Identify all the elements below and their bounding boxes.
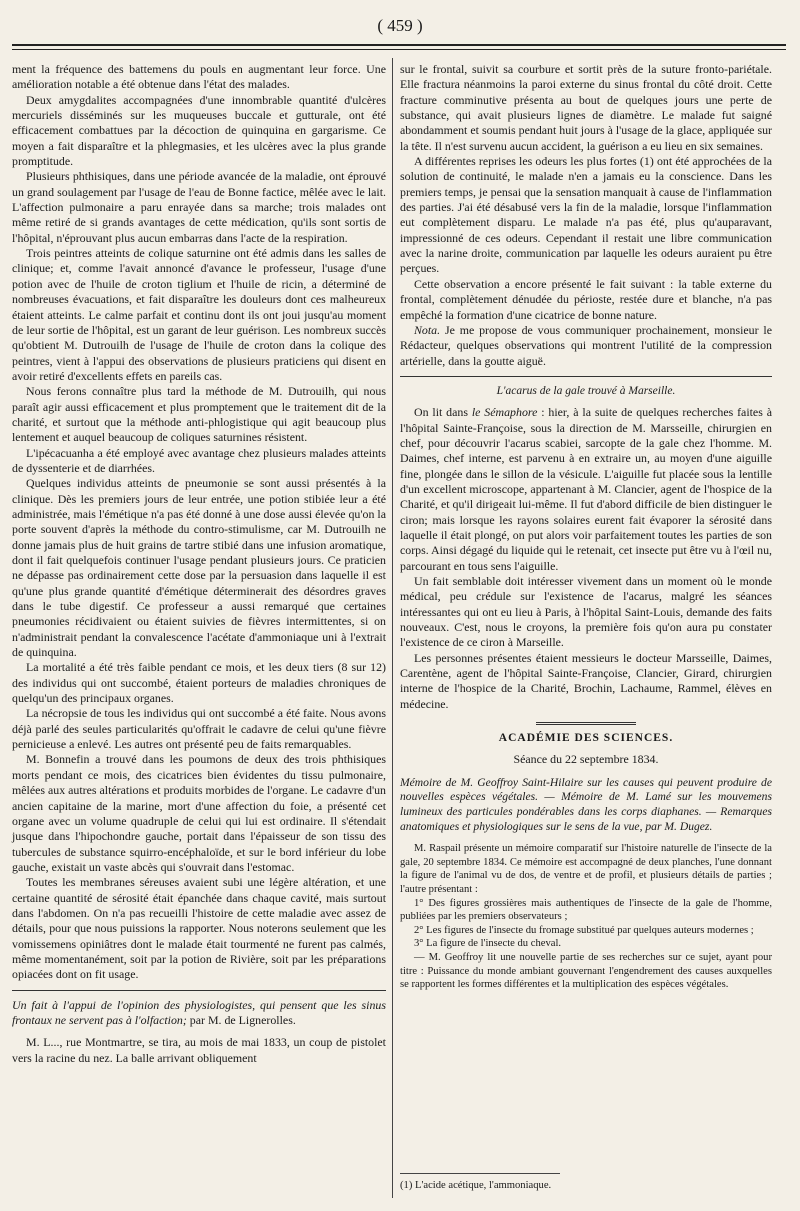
small-print: [400, 842, 772, 992]
right-column: [400, 62, 772, 992]
paragraph: ment la fréquence des battemens du pouls en augmentant leur force. Une amélioration notable a été obtenue dans l'état des malades.: [12, 62, 386, 92]
paragraph: La nécropsie de tous les individus qui ont succombé a été faite. Nous avons déjà parlé des seules particularités qu'offrait le cadavre de celui qu'une fièvre pernicieuse a enlevé. Les autres ont présenté peu de faits remarquables.: [12, 706, 386, 752]
paragraph: Deux amygdalites accompagnées d'une innombrable quantité d'ulcères mercuriels disséminés sur les muqueuses buccale et gutturale, ont été efficacement combattues par la décoction de quinquina en gargarisme. Ce moyen a fait disparaître et la phlegmasies, et les ulcères avec la plus grande promptitude.: [12, 92, 386, 169]
section-rule: [400, 376, 772, 377]
nota-label: Nota.: [414, 322, 441, 337]
memoire-list: Mémoire de M. Geoffroy Saint-Hilaire sur les causes qui peuvent produire de nouvelles espèces végétales. — Mémoire de M. Lamé sur les mouvemens lumineux des particules pondérables dans les corps diaphanes. — Remarques anatomiques et physiologiques sur le sens de la vue, par M. Dugez.: [400, 775, 772, 833]
list-item: 2° Les figures de l'insecte du fromage substitué par quelques auteurs modernes ;: [414, 924, 754, 936]
paragraph: Plusieurs phthisiques, dans une période avancée de la maladie, ont éprouvé un grand soulagement par l'usage de l'eau de Bonne factice, mêlée avec le lait. L'affection pulmonaire a paru enrayée dans sa marche; trois malades ont même retiré de si grands avantages de cette médication, qu'ils sont sortis de l'hôpital, n'éprouvant plus aucun embarras dans l'acte de la respiration.: [12, 169, 386, 245]
left-column: [12, 62, 386, 1066]
paragraph: Trois peintres atteints de colique saturnine ont été admis dans les salles de clinique; et, comme l'avait annoncé d'avance le professeur, l'usage d'une potion avec de l'huile de croton tiglium et l'huile de ricin, a déterminé de nombreuses évacuations, et fait disparaître les douleurs dont ces malheureux étaient atteints. Le calme parfait et continu dont ils ont joui jusqu'au moment de leur sortie de l'hôpital, est un garant de leur guérison. Les nombreux succès qu'obtient M. Dutrouilh de l'usage de l'huile de croton dans la colique des peintres, vient à l'appui des observations de plusieurs praticiens qui disent en avoir retiré d'excellents effets en pareils cas.: [12, 246, 386, 383]
header-rule-thin: [12, 49, 786, 50]
paragraph: [400, 405, 772, 574]
text: On lit dans: [414, 405, 472, 420]
paragraph: Cette observation a encore présenté le fait suivant : la table externe du frontal, complètement dénudée du périoste, restée dure et blanche, n'a pas empêché la formation d'une cicatrice de bonne nature.: [400, 276, 772, 322]
paragraph: A différentes reprises les odeurs les plus fortes (1) ont été approchées de la solution de continuité, le malade n'en a jamais eu la conscience. Dans les premiers temps, je pensai que la sensation manquait à cause de l'inflammation des parties. J'ai été désabusé vers la fin de la maladie, lorsque l'inflammation eut complètement disparu. Le malade n'a pas été, plus qu'auparavant, impressionné de ces odeurs. Cependant il restait une libre communication avec la narine droite, communication par laquelle les odeurs auraient pu être perçues.: [400, 154, 772, 276]
journal-name: le Sémaphore: [471, 405, 538, 420]
paragraph: — M. Geoffroy lit une nouvelle partie de ses recherches sur ce sujet, ayant pour titre : Puissance du monde ambiant gouvernant l'engendrement des causes auxquelles se rapportent les formes différentes et la multiplication des espèces végétales.: [400, 951, 772, 991]
page-number: ( 459 ): [377, 16, 423, 35]
footnote-rule: [400, 1173, 560, 1174]
paragraph: Un fait semblable doit intéresser vivement dans un moment où le monde médical, peu crédule sur l'existence de l'acarus, malgré les séances intéressantes qui ont eu lieu à Paris, à l'hôpital Saint-Louis, demande des faits nouveaux. C'est, nous le croyons, la première fois qu'on aura pu constater l'existence de ce ciron à Marseille.: [400, 574, 772, 650]
article-title: [12, 998, 386, 1029]
paragraph: Quelques individus atteints de pneumonie se sont aussi présentés à la clinique. Dès les premiers jours de leur entrée, une potion stibiée leur a été administrée, mais l'émétique n'a pas été donné à une dose aussi élevée qu'on la porte souvent d'après la méthode du contro-stimulisme, car M. Dutrouilh ne donne jamais plus de huit grains de tartre stibié dans une infusion aromatique, dont il fait quelquefois continuer l'usage pendant plusieurs jours. Ce praticien ne dépasse pas ordinairement cette dose par la persuasion dans laquelle il est qu'une plus grande quantité d'émétique déterminerait des désordres graves dans le tube digestif. Ce professeur a aussi remarqué que certaines pneumonies récidivaient ou étaient suivies de fièvres intermittentes, si on n'administrait pendant la convalescence l'acétate d'ammoniaque uni à l'extrait de quinquina.: [12, 476, 386, 660]
nota-paragraph: [400, 323, 772, 369]
paragraph: Nous ferons connaître plus tard la méthode de M. Dutrouilh, qui nous paraît agir aussi efficacement et plus promptement que le traitement dit de la charité, et surtout que la méthode anti-phlogistique qui agit beaucoup plus lentement et auquel beaucoup de coliques saturnines résistent.: [12, 384, 386, 445]
text: : hier, à la suite de quelques recherches faites à l'hôpital Sainte-Françoise, sous la direction de M. Marsseille, chirurgien en chef, pour découvrir l'acarus scabiei, sarcopte de la gale chez l'homme. M. Daimes, chef interne, est parvenu à en extraire un, au moyen d'une aiguille fine, plongée dans le sillon de la vésicule. L'aiguille fut placée sous la lentille d'un excellent microscope, appartenant à M. Clancier, agent de l'hospice de la Charité, et qu'il dirigeait lui-même. Il fut d'abord difficile de bien distinguer le ciron; mais lorsque les rayons solaires eurent fait évaporer la sérosité dans laquelle il était plongé, on put alors voir parfaitement toutes les parties de son corps. Ainsi dégagé du liquide qui le retenait, cet insecte put être vu à l'œil nu, parcourant en tous sens l'aiguille.: [400, 405, 772, 573]
list-item: 3° La figure de l'insecte du cheval.: [414, 938, 562, 950]
paragraph: M. Bonnefin a trouvé dans les poumons de deux des trois phthisiques morts pendant ce mois, des cicatrices bien évidentes du tissu pulmonaire, mêlées aux autres altérations et produits morbides de l'organe. Le cadavre d'un ancien capitaine de la marine, mort d'une affection du foie, a présenté cet organe avec un volume quadruple de celui qui lui est ordinaire. Il s'étendait jusque dans l'hipochondre gauche, portait dans l'épaisseur de son tissu des tubercules de substance squirro-encéphaloïde, et sur le bord inférieur du lobe gauche, existait un vaste abcès qui s'ouvrait dans l'estomac.: [12, 752, 386, 874]
section-rule: [12, 990, 386, 991]
article-author: par M. de Lignerolles.: [186, 1012, 296, 1027]
nota-text: Je me propose de vous communiquer prochainement, monsieur le Rédacteur, quelques observations qui montrent l'utilité de la compression artérielle, dans la goutte aiguë.: [400, 322, 772, 368]
paragraph: L'ipécacuanha a été employé avec avantage chez plusieurs malades atteints de dyssenterie et de diarrhées.: [12, 445, 386, 475]
paragraph: M. L..., rue Montmartre, se tira, au mois de mai 1833, un coup de pistolet vers la racine du nez. La balle arrivant obliquement: [12, 1035, 386, 1065]
session-date: Séance du 22 septembre 1834.: [513, 752, 659, 767]
section-heading: ACADÉMIE DES SCIENCES.: [498, 732, 674, 745]
article-title: L'acarus de la gale trouvé à Marseille.: [496, 384, 676, 397]
list-item: 1° Des figures grossières mais authentiques de l'insecte de la gale de l'homme, publiées par les premiers observateurs ;: [400, 897, 772, 923]
header-rule: [12, 44, 786, 46]
footnote: (1) L'acide acétique, l'ammoniaque.: [400, 1180, 552, 1191]
paragraph: Les personnes présentes étaient messieurs le docteur Marsseille, Daimes, Carentène, agent de l'hôpital Sainte-Françoise, Clancier, Girard, chirurgien interne de l'hospice de la Charité, Brochin, Lachaume, Rammel, élèves en médecine.: [400, 650, 772, 711]
section-rule-double: [536, 722, 636, 725]
paragraph: M. Raspail présente un mémoire comparatif sur l'histoire naturelle de l'insecte de la gale, 20 septembre 1834. Ce mémoire est accompagné de deux planches, l'une donnant la figure de l'animal vu de dos, de ventre et de profil, et plusieurs détails de parties ; l'autre présentant :: [400, 843, 772, 895]
paragraph: Toutes les membranes séreuses avaient subi une légère altération, et une certaine quantité de sérosité était épanchée dans chaque cavité, mais surtout dans l'abdomen. On n'a pas recueilli l'histoire de cette maladie avec assez de détails, pour que nous puissions la rapporter. Nous noterons seulement que les vomissemens opiniâtres dont le malade était tourmenté ne furent pas calmés, même momentanément, soit par la potion de Rivière, soit par les préparations opiacées dont on fit usage.: [12, 875, 386, 982]
column-divider: [392, 58, 393, 1198]
article-title-text: Un fait à l'appui de l'opinion des physiologistes, qui pensent que les sinus frontaux ne servent pas à l'olfaction;: [12, 997, 386, 1027]
paragraph: La mortalité a été très faible pendant ce mois, et les deux tiers (8 sur 12) des individus qui ont succombé, étaient porteurs de maladies chroniques de quelqu'un des principaux organes.: [12, 660, 386, 706]
paragraph: sur le frontal, suivit sa courbure et sortit près de la suture fronto-pariétale. Elle fractura néanmoins la paroi externe du sinus frontal du côté droit. Cette fracture comminutive présenta au bout de quelques jours une perte de substance, qui avait plusieurs lignes de diamètre. Le malade fut saigné abondamment et soumis pendant huit jours à l'usage de la glace, appliquée sur la tête. Il n'est survenu aucun accident, la guérison a eu lieu en six semaines.: [400, 62, 772, 153]
